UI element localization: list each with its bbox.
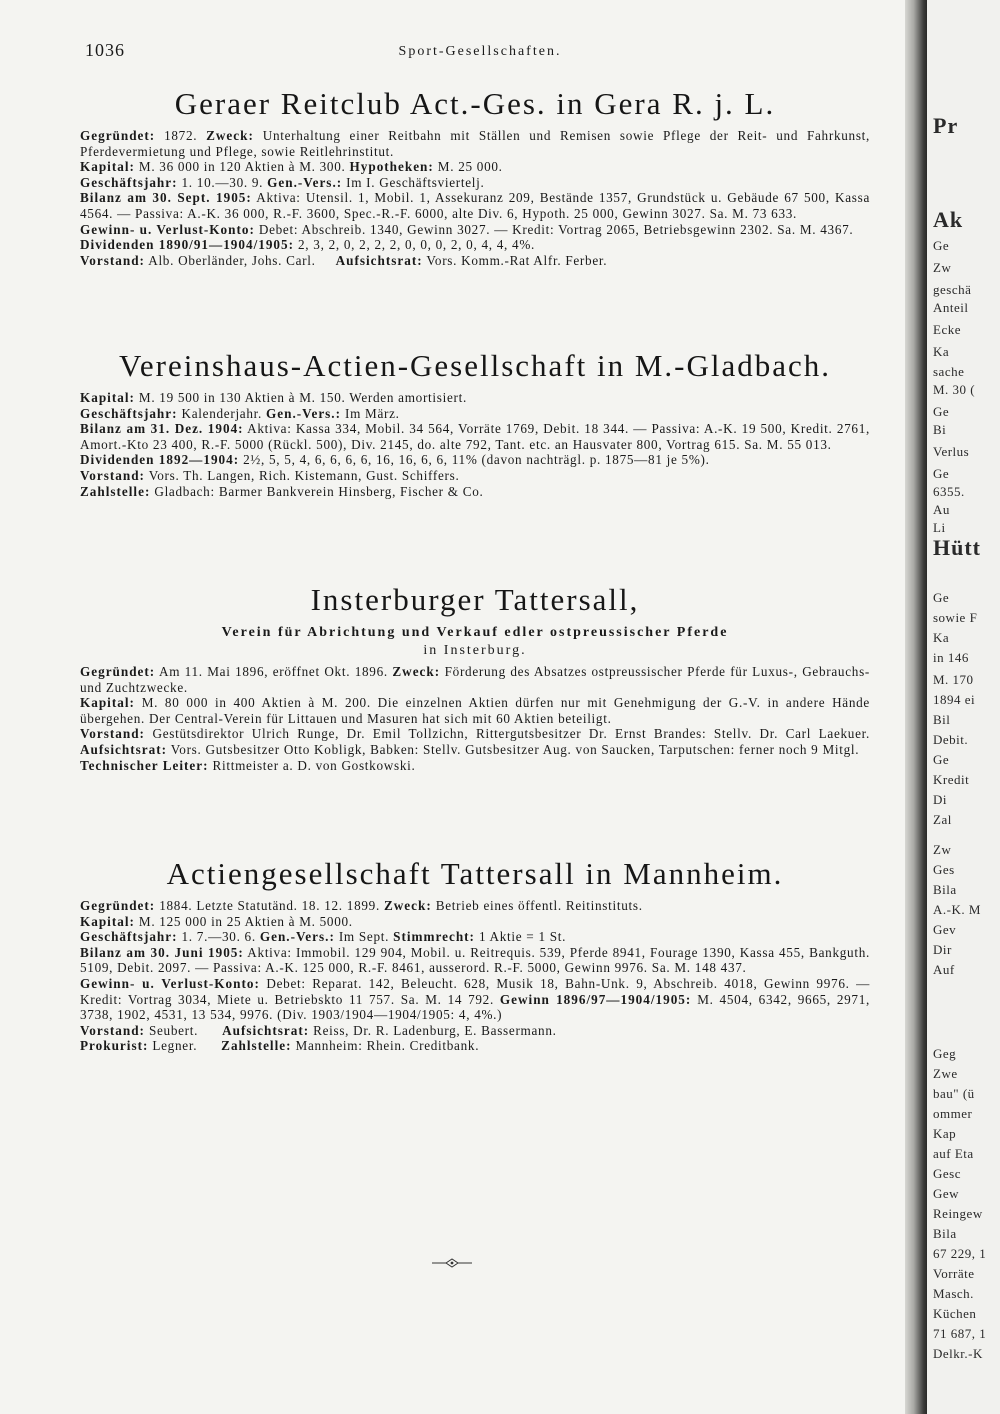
- adjacent-page-text: Ge: [933, 238, 950, 253]
- entry-board: Vorstand: Gestütsdirektor Ulrich Runge, Dr. Emil Tollzichn, Rittergutsbesitzer Dr. Ernst Brandes: Stellv. Dr. Carl Laekuer. Aufsichtsrat: Vors. Gutsbesitzer Otto Kobligk, Babken: Stellv. Gutsbesitzer Aug. von Saucken, Tarputschen: ferner noch 9 Mitgl.: [80, 726, 870, 757]
- entry-profit-loss: Gewinn- u. Verlust-Konto: Debet: Reparat. 142, Beleucht. 628, Musik 18, Bahn-Unk. 9, Abschreib. 4018, Gewinn 9976. — Kredit: Vortrag 3034, Miete u. Betriebskto 11 757. Sa. M. 14 792. Gewinn 1896/97—1904/1905: M. 4504, 6342, 9665, 2971, 3738, 1902, 4531, 13 534, 9976. (Div. 1903/1904—1904/1905: 4, 4%.): [80, 975, 870, 1023]
- company-title: Vereinshaus-Actien-Gesellschaft in M.-Gladbach.: [118, 348, 832, 383]
- adjacent-page-text: Zal: [933, 812, 952, 827]
- adjacent-page-text: ommer: [933, 1106, 973, 1121]
- adjacent-page-text: Ge: [933, 466, 950, 481]
- adjacent-page-text: Zw: [933, 842, 952, 857]
- adjacent-page-text: 71 687, 1: [933, 1326, 987, 1341]
- adjacent-page-text: Ge: [933, 404, 950, 419]
- page-header: [85, 40, 875, 66]
- book-gutter: [905, 0, 927, 1414]
- adjacent-page-text: Li: [933, 520, 946, 535]
- entry-dividends: Dividenden 1890/91—1904/1905: 2, 3, 2, 0, 2, 2, 2, 0, 0, 0, 2, 0, 4, 4, 4%.: [80, 237, 536, 253]
- company-title: Insterburger Tattersall,: [310, 582, 640, 617]
- entry-capital: Kapital: M. 80 000 in 400 Aktien à M. 200. Die einzelnen Aktien dürfen nur mit Genehmigung der G.-V. in andere Hände übergehen. Der Central-Verein für Littauen und Masuren hat sich mit 60 Aktien beteiligt.: [80, 695, 870, 726]
- entry-technical-lead: Technischer Leiter: Rittmeister a. D. von Gostkowski.: [80, 757, 416, 773]
- entry-balance: Bilanz am 30. Sept. 1905: Aktiva: Utensil. 1, Mobil. 1, Assekuranz 209, Bestände 1357, Grundstück u. Gebäude 67 500, Kassa 4564. — Passiva: A.-K. 36 000, R.-F. 3600, Spec.-R.-F. 6000, alte Div. 6, Hypoth. 25 000, Gewinn 3027. Sa. M. 73 633.: [80, 190, 870, 221]
- entry-balance: Bilanz am 30. Juni 1905: Aktiva: Immobil. 129 904, Mobil. u. Reitrequis. 539, Pferde 8941, Fourage 1390, Kassa 455, Bankguth. 5109, Debit. 2097. — Passiva: A.-K. 125 000, R.-F. 8461, ausserord. R.-F. 5000, Gewinn 9976. Sa. M. 148 437.: [80, 944, 870, 976]
- adjacent-page-text: Küchen: [933, 1306, 977, 1321]
- adjacent-page-text: sache: [933, 364, 965, 379]
- adjacent-page-text: M. 30 (: [933, 382, 976, 397]
- adjacent-page-text: Zw: [933, 260, 952, 275]
- adjacent-page-text: Geg: [933, 1046, 957, 1061]
- adjacent-page-text: Ecke: [933, 322, 961, 337]
- adjacent-page-text: A.-K. M: [933, 902, 981, 917]
- entry-profit-loss: Gewinn- u. Verlust-Konto: Debet: Abschreib. 1340, Gewinn 3027. — Kredit: Vortrag 2065, Betriebsgewinn 2302. Sa. M. 4367.: [80, 221, 854, 237]
- entry-balance: Bilanz am 31. Dez. 1904: Aktiva: Kassa 334, Mobil. 34 564, Vorräte 1769, Debit. 18 344. — Passiva: A.-K. 19 500, Kredit. 2761, Amort.-Kto 23 400, R.-F. 5000 (Rückl. 500), Div. 2145, do. alte 792, Tant. etc. an Hausvater 800, Vortrag 615. Sa. M. 55 013.: [80, 421, 870, 452]
- running-title: Sport-Gesellschaften.: [398, 44, 562, 59]
- adjacent-page-text: Bila: [933, 1226, 957, 1241]
- company-entry-insterburg: [80, 582, 870, 773]
- adjacent-page-text: Ges: [933, 862, 955, 877]
- company-entry-gladbach: [80, 348, 870, 499]
- adjacent-page-text: Au: [933, 502, 950, 517]
- adjacent-page-text: Bi: [933, 422, 947, 437]
- adjacent-page-text: Pr: [933, 113, 959, 138]
- company-subtitle: Verein für Abrichtung und Verkauf edler ostpreussischer Pferde: [221, 625, 729, 640]
- adjacent-page-text: Anteil: [933, 300, 969, 315]
- adjacent-page-text: Gew: [933, 1186, 960, 1201]
- entry-fiscal-year: Geschäftsjahr: Kalenderjahr. Gen.-Vers.: Im März.: [80, 405, 400, 421]
- entry-dividends: Dividenden 1892—1904: 2½, 5, 5, 4, 6, 6, 6, 6, 16, 16, 6, 6, 11% (davon nachträgl. p. 1875—81 je 5%).: [80, 452, 710, 468]
- company-title: Actiengesellschaft Tattersall in Mannheim.: [166, 856, 784, 891]
- entry-signatory: Prokurist: Legner. Zahlstelle: Mannheim: Rhein. Creditbank.: [80, 1038, 480, 1054]
- entry-fiscal-year: Geschäftsjahr: 1. 7.—30. 6. Gen.-Vers.: Im Sept. Stimmrecht: 1 Aktie = 1 St.: [80, 929, 567, 945]
- entry-founded: Gegründet: 1884. Letzte Statutänd. 18. 12. 1899. Zweck: Betrieb eines öffentl. Reitinstituts.: [80, 898, 643, 913]
- adjacent-page-text: Vorräte: [933, 1266, 975, 1281]
- entry-fiscal-year: Geschäftsjahr: 1. 10.—30. 9. Gen.-Vers.: Im I. Geschäftsviertelj.: [80, 174, 485, 190]
- page-number: 1036: [85, 40, 125, 60]
- entry-paying-agent: Zahlstelle: Gladbach: Barmer Bankverein Hinsberg, Fischer & Co.: [80, 483, 484, 499]
- adjacent-page-text: Reingew: [933, 1206, 983, 1221]
- adjacent-page-text: Di: [933, 792, 947, 807]
- adjacent-page-text: in 146: [933, 650, 969, 665]
- adjacent-page-text: 6355.: [933, 484, 965, 499]
- adjacent-page-text: Debit.: [933, 732, 969, 747]
- adjacent-page-text: Kap: [933, 1126, 957, 1141]
- adjacent-page-text: Auf: [933, 962, 955, 977]
- adjacent-page-text: bau" (ü: [933, 1086, 975, 1101]
- ornament-divider-icon: [432, 1258, 472, 1268]
- adjacent-page-text: Gev: [933, 922, 957, 937]
- entry-board: Vorstand: Alb. Oberländer, Johs. Carl. Aufsichtsrat: Vors. Komm.-Rat Alfr. Ferber.: [80, 252, 608, 268]
- adjacent-page-text: 1894 ei: [933, 692, 976, 707]
- adjacent-page-text: Ak: [933, 207, 964, 232]
- company-title: Geraer Reitclub Act.-Ges. in Gera R. j. L.: [174, 86, 776, 121]
- adjacent-page-text: Kredit: [933, 772, 970, 787]
- adjacent-page-text: Zwe: [933, 1066, 958, 1081]
- entry-capital: Kapital: M. 19 500 in 130 Aktien à M. 150. Werden amortisiert.: [80, 390, 467, 405]
- adjacent-page-text: Ka: [933, 344, 950, 359]
- adjacent-page-text: Ge: [933, 752, 950, 767]
- adjacent-page-text: Ka: [933, 630, 950, 645]
- adjacent-page-text: Delkr.-K: [933, 1346, 983, 1361]
- adjacent-page-text: sowie F: [933, 610, 978, 625]
- company-entry-mannheim: [80, 856, 870, 1054]
- entry-founded: Gegründet: Am 11. Mai 1896, eröffnet Okt. 1896. Zweck: Förderung des Absatzes ostpreussischer Pferde für Luxus-, Gebrauchs- und Zuchtzwecke.: [80, 664, 870, 695]
- adjacent-page-text: Dir: [933, 942, 952, 957]
- adjacent-page-text: M. 170: [933, 672, 974, 687]
- adjacent-page-text: Gesc: [933, 1166, 961, 1181]
- adjacent-page-text: Masch.: [933, 1286, 974, 1301]
- entry-board: Vorstand: Seubert. Aufsichtsrat: Reiss, Dr. R. Ladenburg, E. Bassermann.: [80, 1022, 557, 1038]
- entry-capital: Kapital: M. 36 000 in 120 Aktien à M. 300. Hypotheken: M. 25 000.: [80, 159, 503, 175]
- adjacent-page-text: Hütt: [933, 535, 981, 560]
- entry-founded: Gegründet: 1872. Zweck: Unterhaltung einer Reitbahn mit Ställen und Remisen sowie Pflege der Reit- und Fahrkunst, Pferdevermietung und Pflege, sowie Reitlehrinstitut.: [80, 128, 871, 159]
- adjacent-page-text: geschä: [933, 282, 972, 297]
- adjacent-page-text: Bila: [933, 882, 957, 897]
- adjacent-page-text: Ge: [933, 590, 950, 605]
- adjacent-page-text: auf Eta: [933, 1146, 974, 1161]
- company-subtitle-location: in Insterburg.: [423, 643, 527, 658]
- adjacent-page-text: Verlus: [933, 444, 970, 459]
- adjacent-page-text: Bil: [933, 712, 951, 727]
- adjacent-page-fragment: [927, 0, 1000, 1414]
- adjacent-page-text: 67 229, 1: [933, 1246, 987, 1261]
- company-entry-gera: [80, 86, 870, 268]
- entry-board: Vorstand: Vors. Th. Langen, Rich. Kistemann, Gust. Schiffers.: [80, 467, 460, 483]
- entry-capital: Kapital: M. 125 000 in 25 Aktien à M. 5000.: [80, 913, 353, 929]
